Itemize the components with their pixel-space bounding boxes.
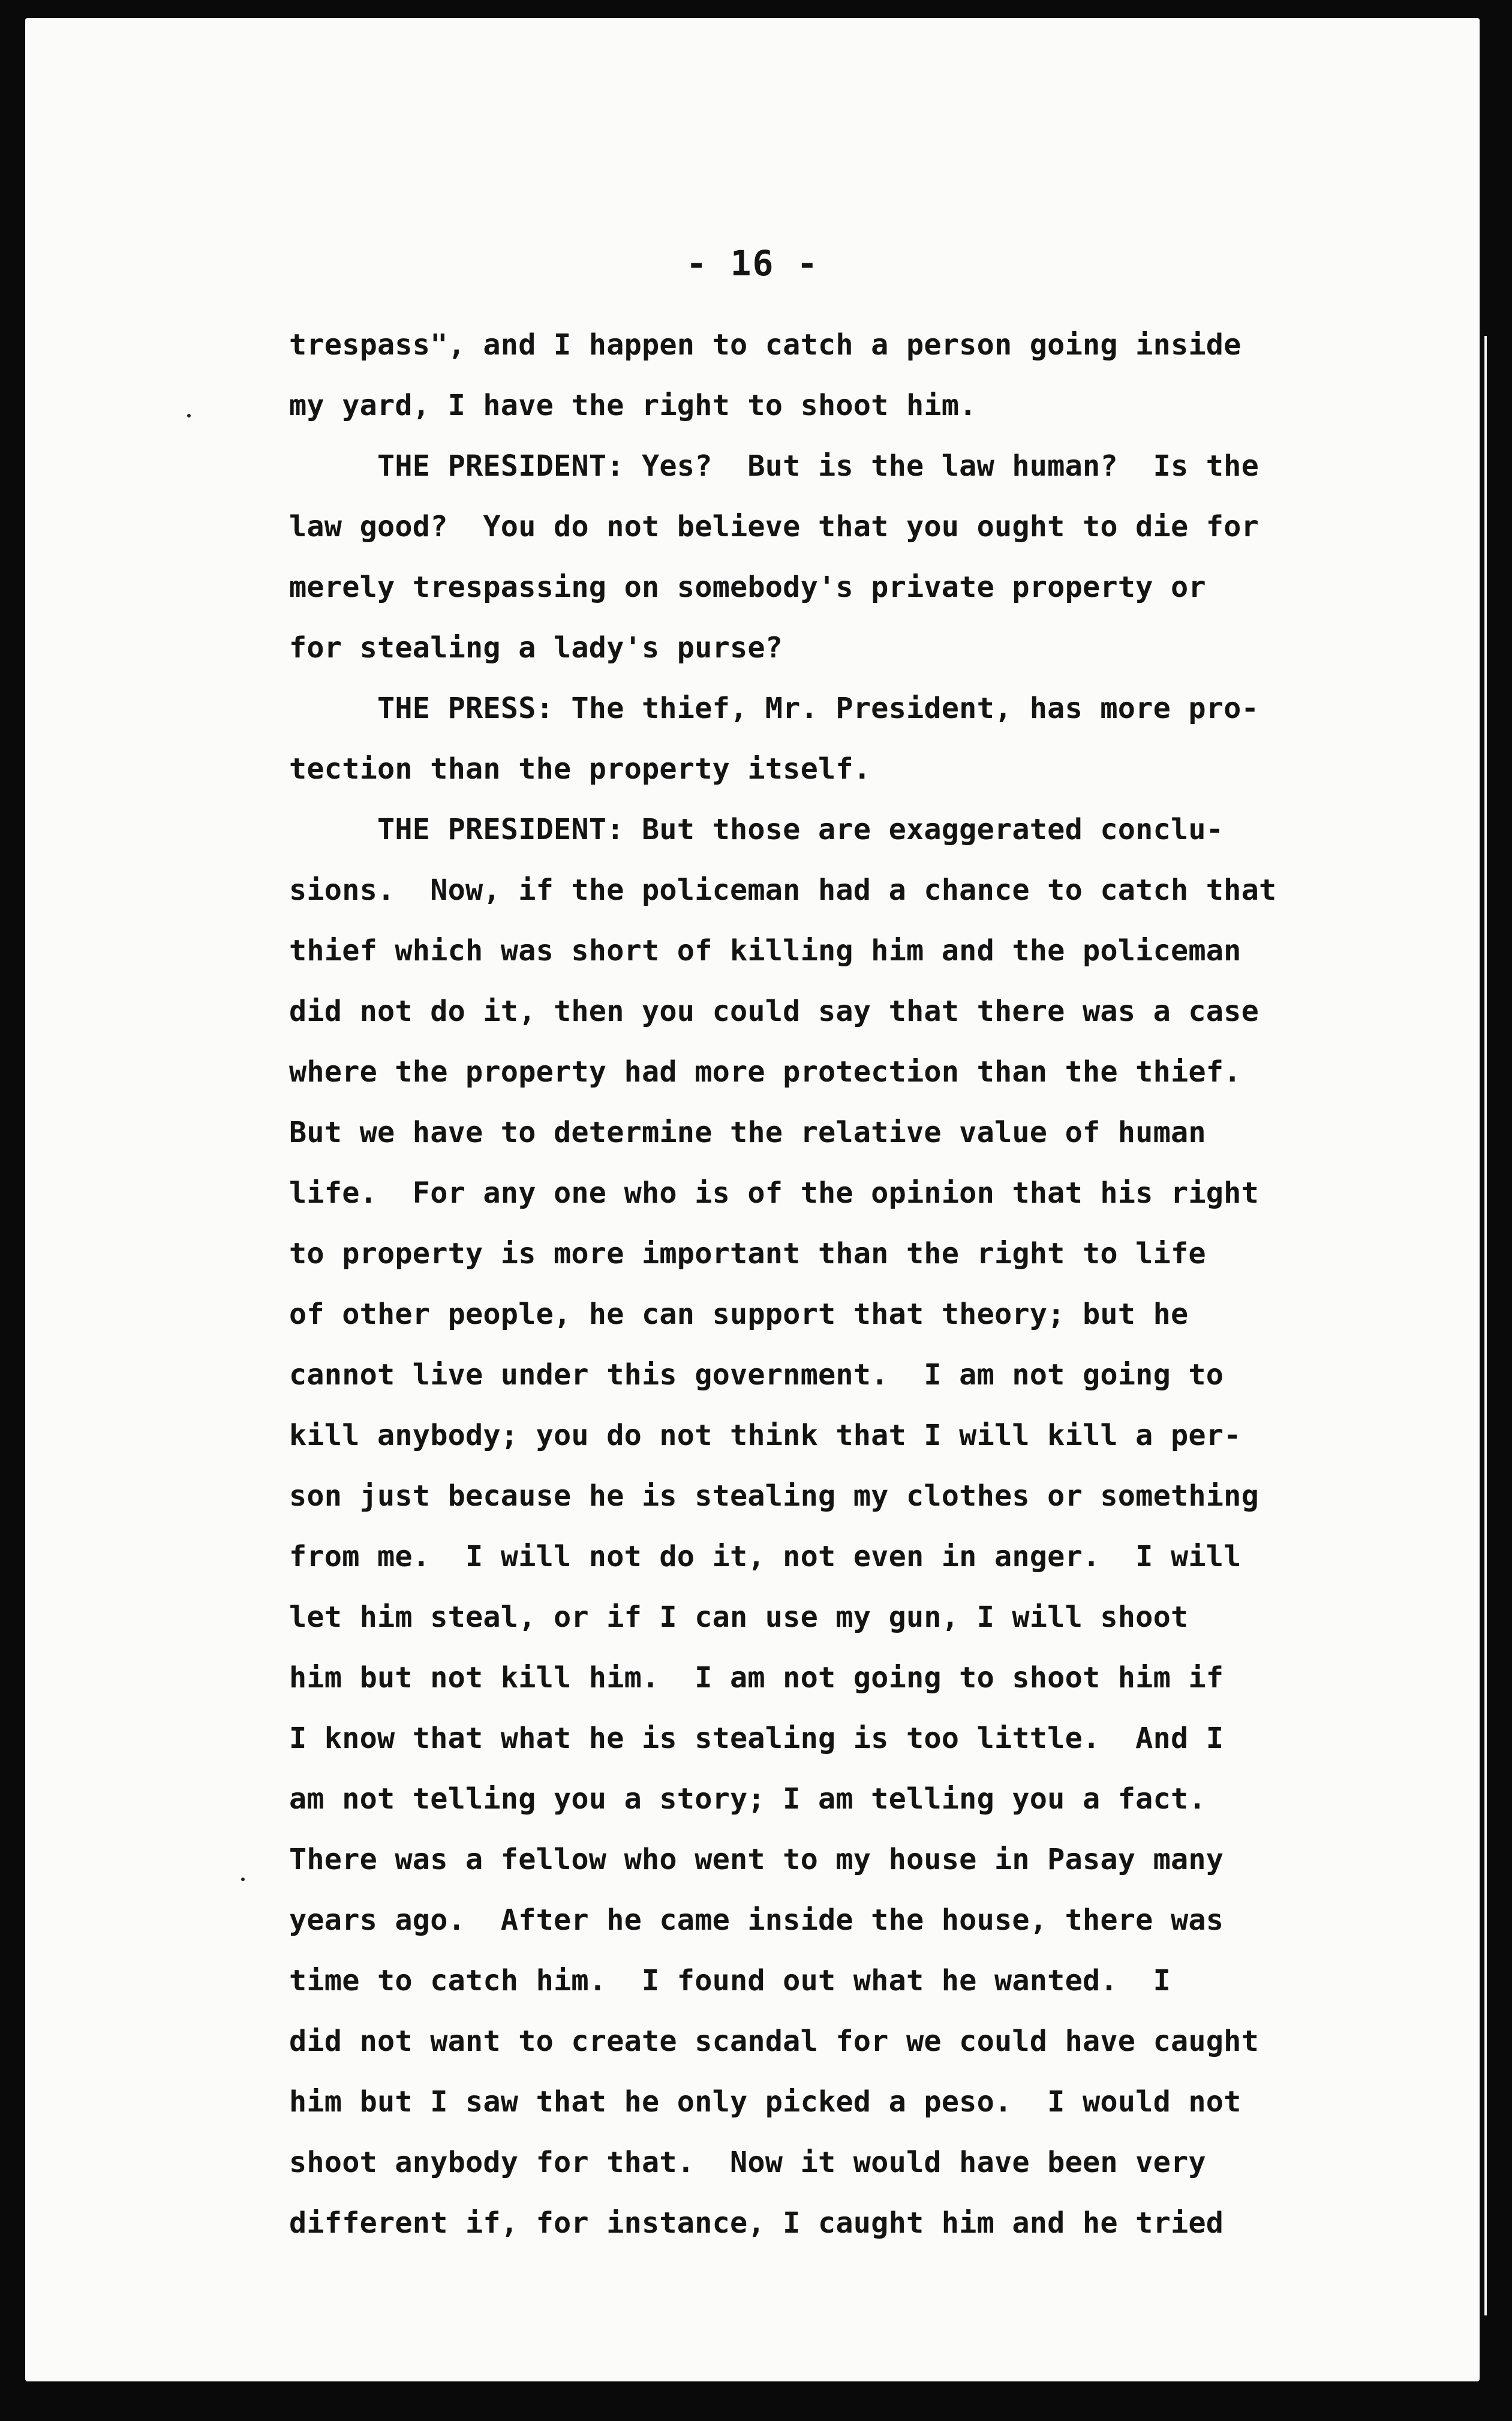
text-line: let him steal, or if I can use my gun, I will shoot <box>289 1600 1189 1634</box>
text-line: sions. Now, if the policeman had a chance to catch that <box>289 873 1277 907</box>
scan-speck <box>241 1878 245 1881</box>
text-line: did not want to create scandal for we could have caught <box>289 2024 1259 2058</box>
text-line: I know that what he is stealing is too little. And I <box>289 1722 1224 1755</box>
text-line: trespass", and I happen to catch a person going inside <box>289 328 1242 362</box>
text-line: But we have to determine the relative value of human <box>289 1116 1206 1149</box>
text-line: him but not kill him. I am not going to shoot him if <box>289 1661 1224 1695</box>
text-line: of other people, he can support that theory; but he <box>289 1297 1189 1331</box>
text-line: law good? You do not believe that you ought to die for <box>289 510 1259 543</box>
text-line: am not telling you a story; I am telling you a fact. <box>289 1782 1206 1816</box>
text-line: did not do it, then you could say that there was a case <box>289 995 1259 1028</box>
text-line: life. For any one who is of the opinion that his right <box>289 1176 1259 1210</box>
text-line: thief which was short of killing him and the policeman <box>289 934 1242 968</box>
scan-speck <box>187 414 191 417</box>
text-line: THE PRESIDENT: But those are exaggerated conclu- <box>289 813 1224 846</box>
text-line: tection than the property itself. <box>289 752 871 786</box>
text-line: my yard, I have the right to shoot him. <box>289 389 977 422</box>
text-line: THE PRESS: The thief, Mr. President, has more pro- <box>289 692 1259 725</box>
text-line: shoot anybody for that. Now it would have been very <box>289 2146 1206 2179</box>
text-line: time to catch him. I found out what he wanted. I <box>289 1964 1171 1998</box>
text-line: THE PRESIDENT: Yes? But is the law human? Is the <box>289 449 1259 483</box>
text-line: merely trespassing on somebody's private property or <box>289 570 1206 604</box>
text-line: different if, for instance, I caught him and he tried <box>289 2206 1224 2240</box>
text-line: son just because he is stealing my clothes or something <box>289 1479 1259 1513</box>
text-line: There was a fellow who went to my house in Pasay many <box>289 1843 1224 1876</box>
text-line: years ago. After he came inside the house, there was <box>289 1903 1224 1937</box>
text-line: where the property had more protection than the thief. <box>289 1055 1242 1089</box>
page-number: - 16 - <box>686 243 819 284</box>
text-line: for stealing a lady's purse? <box>289 631 783 665</box>
text-line: cannot live under this government. I am not going to <box>289 1358 1224 1392</box>
document-page <box>25 18 1480 2381</box>
text-line: him but I saw that he only picked a peso. I would not <box>289 2085 1242 2119</box>
text-line: from me. I will not do it, not even in anger. I will <box>289 1540 1242 1573</box>
page-edge-highlight <box>1484 336 1487 2315</box>
text-line: to property is more important than the right to life <box>289 1237 1206 1270</box>
text-line: kill anybody; you do not think that I will kill a per- <box>289 1419 1242 1452</box>
